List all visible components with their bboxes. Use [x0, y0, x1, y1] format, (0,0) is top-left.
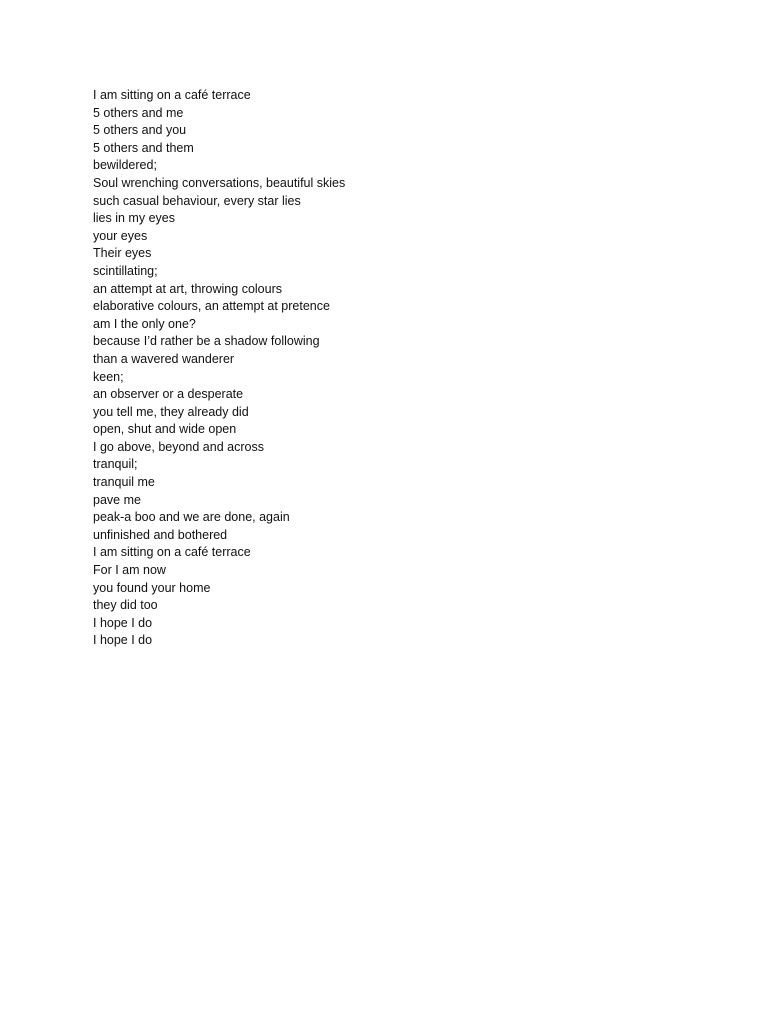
poem-line: than a wavered wanderer: [93, 351, 235, 366]
poem-line: tranquil me: [93, 475, 155, 490]
poem-line: I am sitting on a café terrace: [93, 545, 251, 560]
poem-line: pave me: [93, 492, 141, 507]
poem-line: lies in my eyes: [93, 211, 175, 226]
poem-line: For I am now: [93, 563, 166, 578]
poem-line: scintillating;: [93, 263, 158, 278]
poem-line: Soul wrenching conversations, beautiful skies: [93, 175, 346, 190]
poem-line: such casual behaviour, every star lies: [93, 193, 301, 208]
poem-line: your eyes: [93, 228, 148, 243]
poem-line: tranquil;: [93, 457, 138, 472]
poem-line: I hope I do: [93, 633, 153, 648]
poem-line: open, shut and wide open: [93, 422, 237, 437]
poem-line: elaborative colours, an attempt at pretence: [93, 299, 330, 314]
poem-line: you found your home: [93, 580, 211, 595]
poem-line: an attempt at art, throwing colours: [93, 281, 282, 296]
poem-line: I go above, beyond and across: [93, 439, 264, 454]
poem-line: 5 others and them: [93, 140, 194, 155]
poem-line: they did too: [93, 598, 158, 613]
poem-line: bewildered;: [93, 158, 157, 173]
poem-line: I am sitting on a café terrace: [93, 88, 251, 102]
poem-line: unfinished and bothered: [93, 527, 228, 542]
poem-line: an observer or a desperate: [93, 387, 244, 402]
poem-line: 5 others and you: [93, 123, 187, 138]
poem-line: am I the only one?: [93, 316, 196, 331]
poem-line: Their eyes: [93, 246, 152, 261]
poem-line: because I’d rather be a shadow following: [93, 334, 320, 349]
poem-line: I hope I do: [93, 615, 153, 630]
poem-line: keen;: [93, 369, 124, 384]
poem-line: peak-a boo and we are done, again: [93, 510, 290, 525]
poem-line: 5 others and me: [93, 105, 184, 120]
poem-line: you tell me, they already did: [93, 404, 249, 419]
poem-text: [93, 87, 345, 650]
